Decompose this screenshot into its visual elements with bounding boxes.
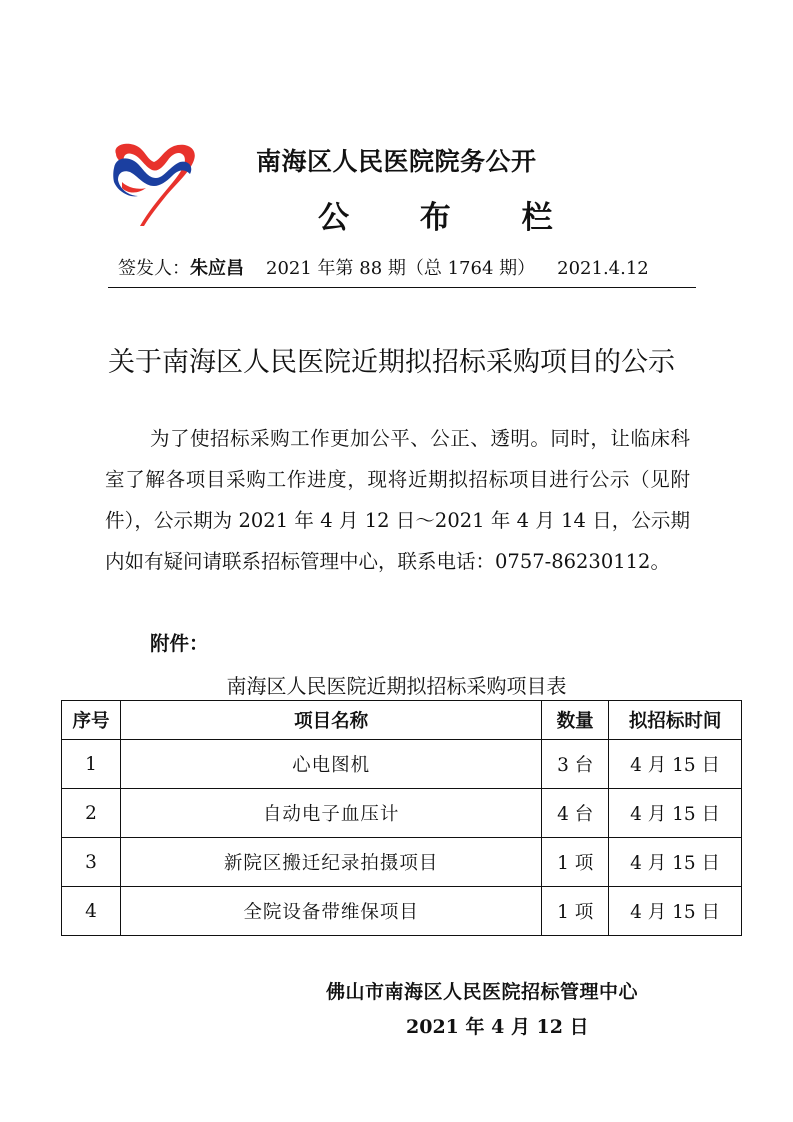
row-index: 3: [62, 838, 121, 887]
attachment-label: 附件：: [150, 632, 209, 655]
header-cell-quantity: 数量: [542, 701, 609, 740]
row-index: 2: [62, 789, 121, 838]
issue-line: [118, 254, 688, 280]
table-row: [62, 887, 742, 936]
table-row: [62, 740, 742, 789]
row-bid-time: 4 月 15 日: [609, 887, 742, 936]
row-item-name: 新院区搬迁纪录拍摄项目: [120, 838, 541, 887]
row-bid-time: 4 月 15 日: [609, 789, 742, 838]
row-item-name: 全院设备带维保项目: [120, 887, 541, 936]
header-cell-time: 拟招标时间: [609, 701, 742, 740]
bulletin-board-title: 公 布 栏: [318, 200, 583, 236]
header-title: 南海区人民医院院务公开: [256, 147, 537, 176]
table-header-row: [62, 701, 742, 740]
row-quantity: 1 项: [542, 887, 609, 936]
notice-body: 为了使招标采购工作更加公平、公正、透明。同时，让临床科室了解各项目采购工作进度，现将近期拟招标项目进行公示（见附件），公示期为 2021 年 4 月 12 日～2021 年 4 月 14 日，公示期内如有疑问请联系招标管理中心，联系电话：0757-86230112。: [105, 427, 690, 573]
header-divider: [108, 287, 696, 288]
row-quantity: 1 项: [542, 838, 609, 887]
row-item-name: 心电图机: [120, 740, 541, 789]
row-quantity: 4 台: [542, 789, 609, 838]
row-bid-time: 4 月 15 日: [609, 740, 742, 789]
signer-label: 签发人：: [118, 258, 190, 279]
issue-date: 2021.4.12: [557, 258, 649, 279]
document-title: 关于南海区人民医院近期拟招标采购项目的公示: [108, 347, 675, 378]
signer-name: 朱应昌: [190, 258, 244, 279]
row-index: 1: [62, 740, 121, 789]
row-bid-time: 4 月 15 日: [609, 838, 742, 887]
heart-ribbon-logo-icon: [108, 138, 204, 230]
table-row: [62, 789, 742, 838]
footer-date: 2021 年 4 月 12 日: [406, 1016, 589, 1038]
table-row: [62, 838, 742, 887]
header-cell-index: 序号: [62, 701, 121, 740]
row-quantity: 3 台: [542, 740, 609, 789]
footer-organization: 佛山市南海区人民医院招标管理中心: [326, 981, 639, 1003]
table-title: 南海区人民医院近期拟招标采购项目表: [226, 674, 567, 698]
procurement-table: [61, 700, 742, 936]
row-index: 4: [62, 887, 121, 936]
row-item-name: 自动电子血压计: [120, 789, 541, 838]
header-cell-name: 项目名称: [120, 701, 541, 740]
issue-number: 2021 年第 88 期（总 1764 期）: [266, 258, 536, 279]
